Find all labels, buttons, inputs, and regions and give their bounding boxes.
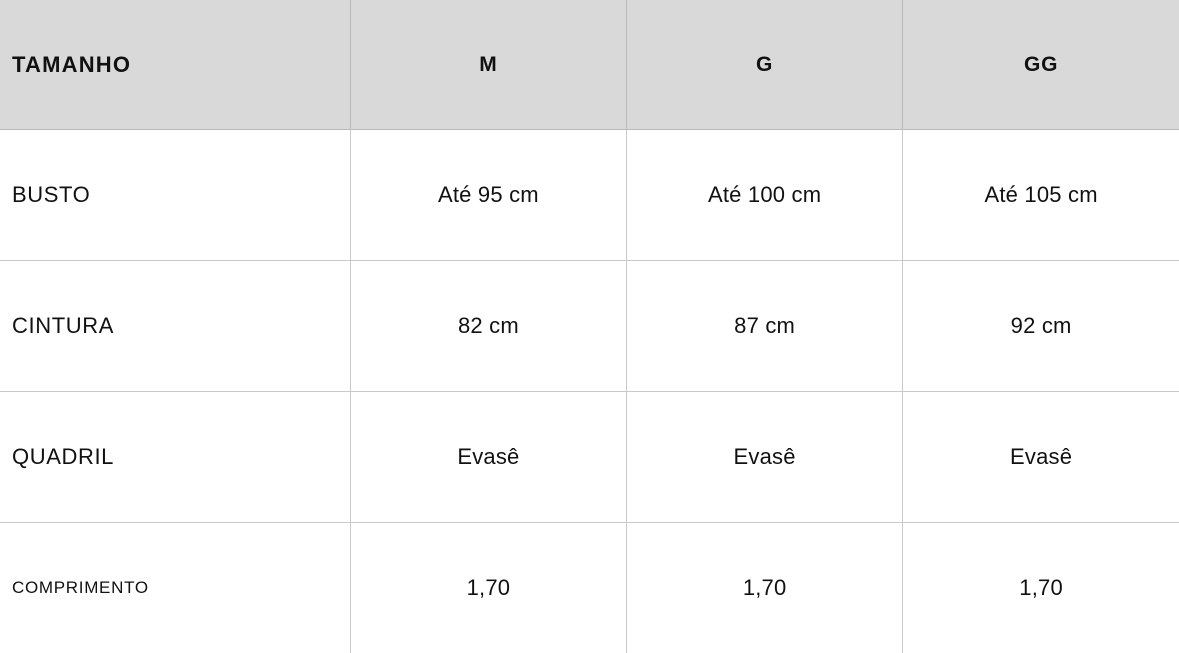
cell-cintura-g: 87 cm — [627, 261, 903, 392]
cell-cintura-gg: 92 cm — [903, 261, 1179, 392]
cell-quadril-gg: Evasê — [903, 392, 1179, 523]
cell-busto-gg: Até 105 cm — [903, 130, 1179, 261]
table-row — [0, 392, 1179, 523]
table-row — [0, 261, 1179, 392]
table-body — [0, 130, 1179, 653]
row-label-quadril: QUADRIL — [0, 392, 350, 523]
header-cell-gg: GG — [903, 0, 1179, 130]
header-cell-tamanho: TAMANHO — [0, 0, 350, 130]
cell-comprimento-gg: 1,70 — [903, 523, 1179, 653]
cell-busto-m: Até 95 cm — [350, 130, 626, 261]
row-label-busto: BUSTO — [0, 130, 350, 261]
cell-comprimento-g: 1,70 — [627, 523, 903, 653]
table-row — [0, 523, 1179, 653]
row-label-cintura: CINTURA — [0, 261, 350, 392]
cell-quadril-g: Evasê — [627, 392, 903, 523]
header-row — [0, 0, 1179, 130]
header-cell-m: M — [350, 0, 626, 130]
cell-busto-g: Até 100 cm — [627, 130, 903, 261]
header-cell-g: G — [627, 0, 903, 130]
cell-comprimento-m: 1,70 — [350, 523, 626, 653]
table-row — [0, 130, 1179, 261]
row-label-comprimento: COMPRIMENTO — [0, 523, 350, 653]
table-header — [0, 0, 1179, 130]
cell-quadril-m: Evasê — [350, 392, 626, 523]
cell-cintura-m: 82 cm — [350, 261, 626, 392]
